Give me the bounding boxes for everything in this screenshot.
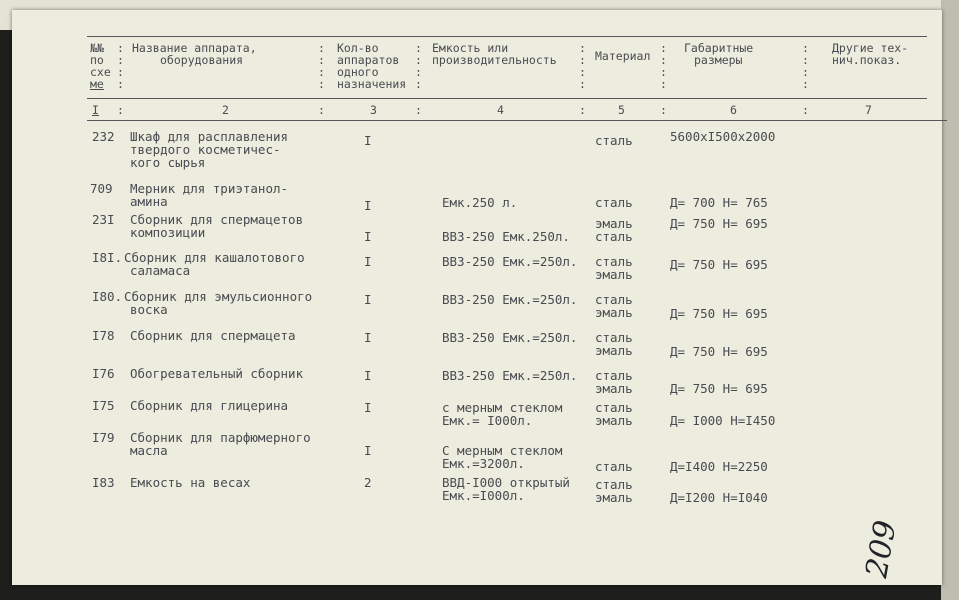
row-179-dims: Д=I400 Н=2250 xyxy=(670,459,768,474)
colnum-6: 6 xyxy=(730,103,737,117)
hdr-col5-line1: Материал xyxy=(595,49,651,63)
row-231-name-1: Сборник для спермацетов xyxy=(130,212,304,227)
row-181-material-2: эмаль xyxy=(595,267,633,282)
hdr-col1-line3: схе xyxy=(90,65,111,79)
colnum-seps: : xyxy=(660,103,667,117)
row-231-dims: Д= 750 Н= 695 xyxy=(670,216,768,231)
colnum-2: 2 xyxy=(222,103,229,117)
header-bottom-rule xyxy=(87,98,927,99)
row-179-cap-1: С мерным стеклом xyxy=(442,443,563,458)
row-175-cap-1: с мерным стеклом xyxy=(442,400,563,415)
row-183-no: I83 xyxy=(92,475,115,490)
row-231-qty: I xyxy=(364,229,372,244)
hdr-sep-1: : : : : xyxy=(117,41,124,91)
row-231-material-1: эмаль xyxy=(595,216,633,231)
hdr-col1-line2: по xyxy=(90,53,104,67)
row-180-no: I80. xyxy=(92,289,123,304)
hdr-col6-line1: Габаритные xyxy=(684,41,754,55)
hdr-col1-line1: №№ xyxy=(90,41,104,55)
row-178-cap: ВВЗ-250 Емк.=250л. xyxy=(442,330,578,345)
row-709-no: 709 xyxy=(90,181,113,196)
row-181-material-1: сталь xyxy=(595,254,633,269)
row-232-no: 232 xyxy=(92,129,115,144)
row-180-name-2: воска xyxy=(130,302,168,317)
row-181-no: I8I. xyxy=(92,250,123,265)
row-181-cap: ВВЗ-250 Емк.=250л. xyxy=(442,254,578,269)
row-183-qty: 2 xyxy=(364,475,372,490)
row-183-dims: Д=I200 Н=I040 xyxy=(670,490,768,505)
hdr-col3-line2: аппаратов xyxy=(337,53,400,67)
row-709-cap: Емк.250 л. xyxy=(442,195,518,210)
colnum-1: I xyxy=(92,103,99,117)
colnum-4: 4 xyxy=(497,103,504,117)
row-175-dims: Д= I000 Н=I450 xyxy=(670,413,776,428)
row-180-material-1: сталь xyxy=(595,292,633,307)
row-183-name: Емкость на весах xyxy=(130,475,251,490)
row-181-dims: Д= 750 Н= 695 xyxy=(670,257,768,272)
row-183-cap-2: Емк.=I000л. xyxy=(442,488,525,503)
row-179-cap-2: Емк.=3200л. xyxy=(442,456,525,471)
hdr-col3-line4: назначения xyxy=(337,77,407,91)
row-183-material-2: эмаль xyxy=(595,490,633,505)
header-top-rule xyxy=(87,36,927,37)
row-180-cap: ВВЗ-250 Емк.=250л. xyxy=(442,292,578,307)
row-709-dims: Д= 700 Н= 765 xyxy=(670,195,768,210)
colnum-seps: : xyxy=(318,103,325,117)
row-232-dims: 5600xI500x2000 xyxy=(670,129,776,144)
row-176-qty: I xyxy=(364,368,372,383)
row-232-material: сталь xyxy=(595,133,633,148)
row-709-qty: I xyxy=(364,198,372,213)
row-178-material-1: сталь xyxy=(595,330,633,345)
row-178-qty: I xyxy=(364,330,372,345)
hdr-sep-3: : : : : xyxy=(415,41,422,91)
row-232-name-3: кого сырья xyxy=(130,155,206,170)
row-232-name-2: твердого косметичес- xyxy=(130,142,281,157)
hdr-col7-line2: нич.показ. xyxy=(832,53,902,67)
row-709-name-2: амина xyxy=(130,194,168,209)
colnum-seps: : xyxy=(117,103,124,117)
hdr-col6-line2: размеры xyxy=(694,53,743,67)
row-179-name-1: Сборник для парфюмерного xyxy=(130,430,311,445)
row-179-name-2: масла xyxy=(130,443,168,458)
hdr-col4-line1: Емкость или xyxy=(432,41,509,55)
row-181-qty: I xyxy=(364,254,372,269)
colnum-seps: : xyxy=(802,103,809,117)
hdr-col2-line2: оборудования xyxy=(160,53,244,67)
hdr-col1-line4: ме xyxy=(90,77,104,91)
colnum-3: 3 xyxy=(370,103,377,117)
colnum-seps: : xyxy=(579,103,586,117)
row-181-name-2: саламаса xyxy=(130,263,191,278)
row-178-material-2: эмаль xyxy=(595,343,633,358)
row-179-material: сталь xyxy=(595,459,633,474)
row-176-material-2: эмаль xyxy=(595,381,633,396)
row-180-dims: Д= 750 Н= 695 xyxy=(670,306,768,321)
row-232-name-1: Шкаф для расплавления xyxy=(130,129,289,144)
hdr-col3-line1: Кол-во xyxy=(337,41,379,55)
row-180-material-2: эмаль xyxy=(595,305,633,320)
hdr-col4-line2: производительность xyxy=(432,53,557,67)
row-176-no: I76 xyxy=(92,366,115,381)
row-183-material-1: сталь xyxy=(595,477,633,492)
document-page xyxy=(12,10,942,585)
colnum-5: 5 xyxy=(618,103,625,117)
row-175-no: I75 xyxy=(92,398,115,413)
row-176-dims: Д= 750 Н= 695 xyxy=(670,381,768,396)
colnum-bottom-rule xyxy=(87,120,947,121)
row-175-name: Сборник для глицерина xyxy=(130,398,289,413)
row-231-name-2: композиции xyxy=(130,225,206,240)
row-178-dims: Д= 750 Н= 695 xyxy=(670,344,768,359)
row-179-qty: I xyxy=(364,443,372,458)
row-175-material-2: эмаль xyxy=(595,413,633,428)
row-231-material-2: сталь xyxy=(595,229,633,244)
row-176-material-1: сталь xyxy=(595,368,633,383)
colnum-seps: : xyxy=(415,103,422,117)
row-179-no: I79 xyxy=(92,430,115,445)
hdr-sep-4: : : : : xyxy=(579,41,586,91)
row-709-name-1: Мерник для триэтанол- xyxy=(130,181,289,196)
hdr-col3-line3: одного xyxy=(337,65,379,79)
row-175-cap-2: Емк.= I000л. xyxy=(442,413,533,428)
hdr-sep-6: : : : : xyxy=(802,41,809,91)
row-178-name: Сборник для спермацета xyxy=(130,328,296,343)
hdr-col2-line1: Название аппарата, xyxy=(132,41,257,55)
row-175-qty: I xyxy=(364,400,372,415)
hdr-sep-5: : : : : xyxy=(660,41,667,91)
row-231-cap: ВВЗ-250 Емк.250л. xyxy=(442,229,570,244)
row-175-material-1: сталь xyxy=(595,400,633,415)
row-180-name-1: Сборник для эмульсионного xyxy=(124,289,313,304)
row-181-name-1: Сборник для кашалотового xyxy=(124,250,305,265)
row-231-no: 23I xyxy=(92,212,115,227)
hdr-sep-2: : : : : xyxy=(318,41,325,91)
row-178-no: I78 xyxy=(92,328,115,343)
row-709-material: сталь xyxy=(595,195,633,210)
colnum-7: 7 xyxy=(865,103,872,117)
page-number: 209 xyxy=(859,517,904,581)
hdr-col7-line1: Другие тех- xyxy=(832,41,909,55)
row-176-name: Обогревательный сборник xyxy=(130,366,304,381)
row-180-qty: I xyxy=(364,292,372,307)
row-176-cap: ВВЗ-250 Емк.=250л. xyxy=(442,368,578,383)
row-232-qty: I xyxy=(364,133,372,148)
row-183-cap-1: ВВД-I000 открытый xyxy=(442,475,570,490)
book-edge xyxy=(941,0,959,600)
